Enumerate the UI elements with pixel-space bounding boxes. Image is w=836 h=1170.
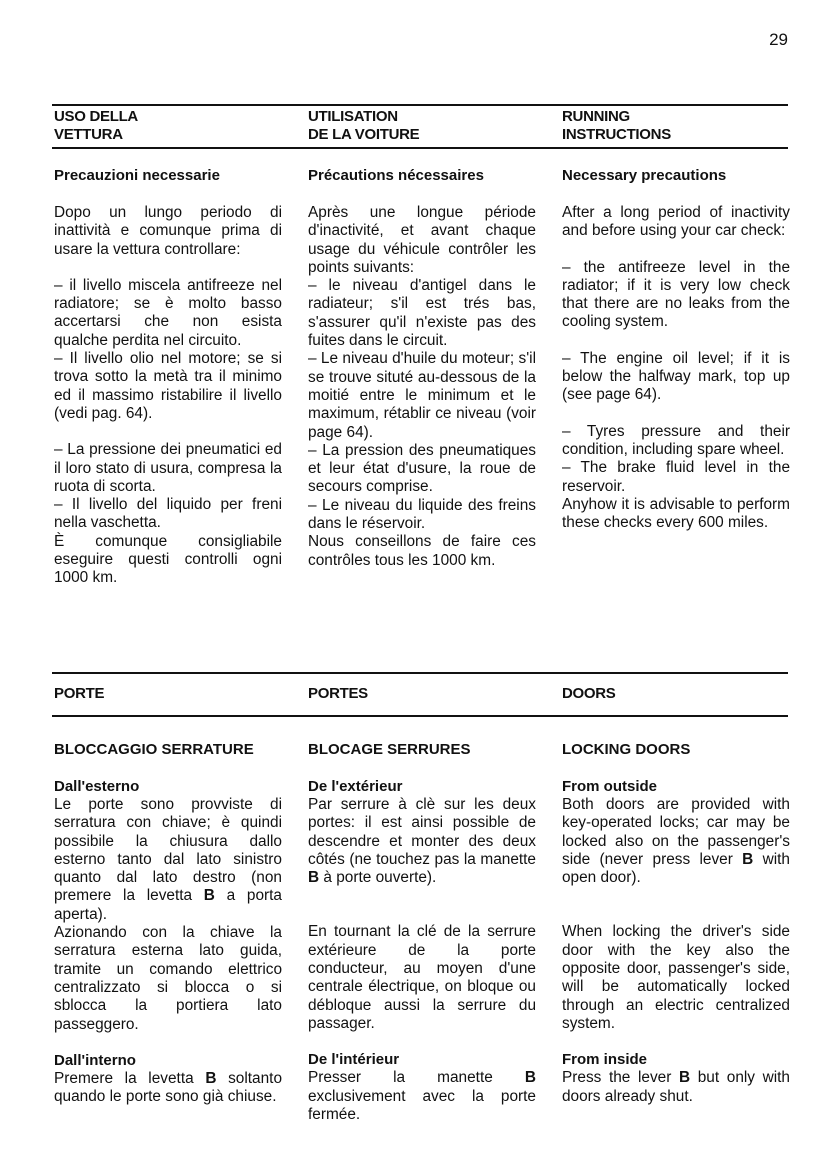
header-it: USO DELLA VETTURA xyxy=(54,108,138,143)
paragraph: Premere la levetta B soltanto quando le porte sono già chiuse. xyxy=(54,1069,282,1106)
paragraph: Press the lever B but only with doors already shut. xyxy=(562,1069,790,1105)
paragraph: – Le niveau du liquide des freins dans le réservoir. xyxy=(308,496,536,533)
paragraph: – La pressione dei pneumatici ed il loro stato di usura, compresa la ruota di scorta. xyxy=(54,441,282,495)
paragraph: – The engine oil level; if it is below the halfway mark, top up (see page 64). xyxy=(562,349,790,404)
paragraph: – the antifreeze level in the radiator; if it is very low check that there are no leaks from the cooling system. xyxy=(562,258,790,331)
locking-text-fr xyxy=(308,778,536,1124)
precautions-title-it: Precauzioni necessarie xyxy=(54,167,220,184)
paragraph: Après une longue période d'inactivité, et avant chaque usage du véhicule contrôler les points suivants: xyxy=(308,204,536,276)
outside-title: De l'extérieur xyxy=(308,778,403,795)
locking-text-it xyxy=(54,778,282,1106)
page-number: 29 xyxy=(769,30,788,49)
paragraph: – le niveau d'antigel dans le radiateur; s'il est trés bas, s'assurer qu'il n'existe pas des fuites dans le circuit. xyxy=(308,277,536,350)
paragraph: Nous conseillons de faire ces contrôles tous les 1000 km. xyxy=(308,533,536,569)
locking-title-en: LOCKING DOORS xyxy=(562,741,691,758)
paragraph: Anyhow it is advisable to perform these checks every 600 miles. xyxy=(562,495,790,532)
paragraph: – Le niveau d'huile du moteur; s'il se trouve situté au-dessous de la moitié entre le minimum et le maximum, rétablir ce niveau (voir page 64). xyxy=(308,350,536,441)
precautions-text-fr xyxy=(308,204,536,570)
section2-top-rule xyxy=(52,672,788,674)
doors-header-fr: PORTES xyxy=(308,685,368,702)
paragraph: Dopo un lungo periodo di inattività e comunque prima di usare la vettura controllare: xyxy=(54,204,282,258)
precautions-text-it xyxy=(54,204,282,588)
outside-title: From outside xyxy=(562,778,658,795)
paragraph: Par serrure à clè sur les deux portes: il est ainsi possible de descendre et monter des deux côtés (ne touchez pas la manette B à porte ouverte). xyxy=(308,796,536,887)
paragraph: – Il livello olio nel motore; se si trova sotto la metà tra il minimo ed il massimo ristabilire il livello (vedi pag. 64). xyxy=(54,350,282,422)
paragraph: Le porte sono provviste di serratura con chiave; è quindi possibile la chiusura dallo esterno tanto dal lato sinistro quanto dal lato destro (non premere la levetta B a porta aperta). xyxy=(54,796,282,923)
locking-title-it: BLOCCAGGIO SERRATURE xyxy=(54,741,254,758)
precautions-title-fr: Précautions nécessaires xyxy=(308,167,484,184)
outside-title: Dall'esterno xyxy=(54,778,140,795)
paragraph: – Il livello del liquido per freni nella vaschetta. xyxy=(54,496,282,532)
header-fr: UTILISATION DE LA VOITURE xyxy=(308,108,420,143)
section1-bottom-rule xyxy=(52,147,788,149)
inside-title: Dall'interno xyxy=(54,1051,136,1069)
paragraph: – Tyres pressure and their condition, including spare wheel. xyxy=(562,422,790,458)
locking-title-fr: BLOCAGE SERRURES xyxy=(308,741,471,758)
paragraph: En tournant la clé de la serrure extérieure de la porte conducteur, au moyen d'une centrale électrique, on bloque ou débloque aussi la serrure du passager. xyxy=(308,923,536,1032)
paragraph: – La pression des pneumatiques et leur état d'usure, la roue de secours comprise. xyxy=(308,441,536,496)
paragraph: Both doors are provided with key-operated locks; car may be locked also on the passenger's side (never press lever B with open door). xyxy=(562,796,790,887)
locking-text-en xyxy=(562,778,790,1106)
paragraph: È comunque consigliabile eseguire questi controlli ogni 1000 km. xyxy=(54,532,282,587)
paragraph: Azionando con la chiave la serratura esterna lato guida, tramite un comando elettrico centralizzato si blocca o si sblocca la portiera lato passeggero. xyxy=(54,924,282,1033)
paragraph: – The brake fluid level in the reservoir. xyxy=(562,459,790,495)
section1-top-rule xyxy=(52,104,788,106)
header-en: RUNNING INSTRUCTIONS xyxy=(562,108,671,143)
paragraph: After a long period of inactivity and before using your car check: xyxy=(562,204,790,240)
inside-title: De l'intérieur xyxy=(308,1051,400,1069)
section2-bottom-rule xyxy=(52,715,788,717)
paragraph: When locking the driver's side door with the key also the opposite door, passenger's side, will be automatically locked through an electric centralized system. xyxy=(562,923,790,1032)
precautions-text-en xyxy=(562,204,790,532)
paragraph: – il livello miscela antifreeze nel radiatore; se è molto basso accertarsi che non esista qualche perdita nel circuito. xyxy=(54,276,282,349)
paragraph: Presser la manette B exclusivement avec la porte fermée. xyxy=(308,1069,536,1123)
doors-header-en: DOORS xyxy=(562,685,616,702)
inside-title: From inside xyxy=(562,1051,648,1069)
precautions-title-en: Necessary precautions xyxy=(562,167,727,184)
doors-header-it: PORTE xyxy=(54,685,105,702)
